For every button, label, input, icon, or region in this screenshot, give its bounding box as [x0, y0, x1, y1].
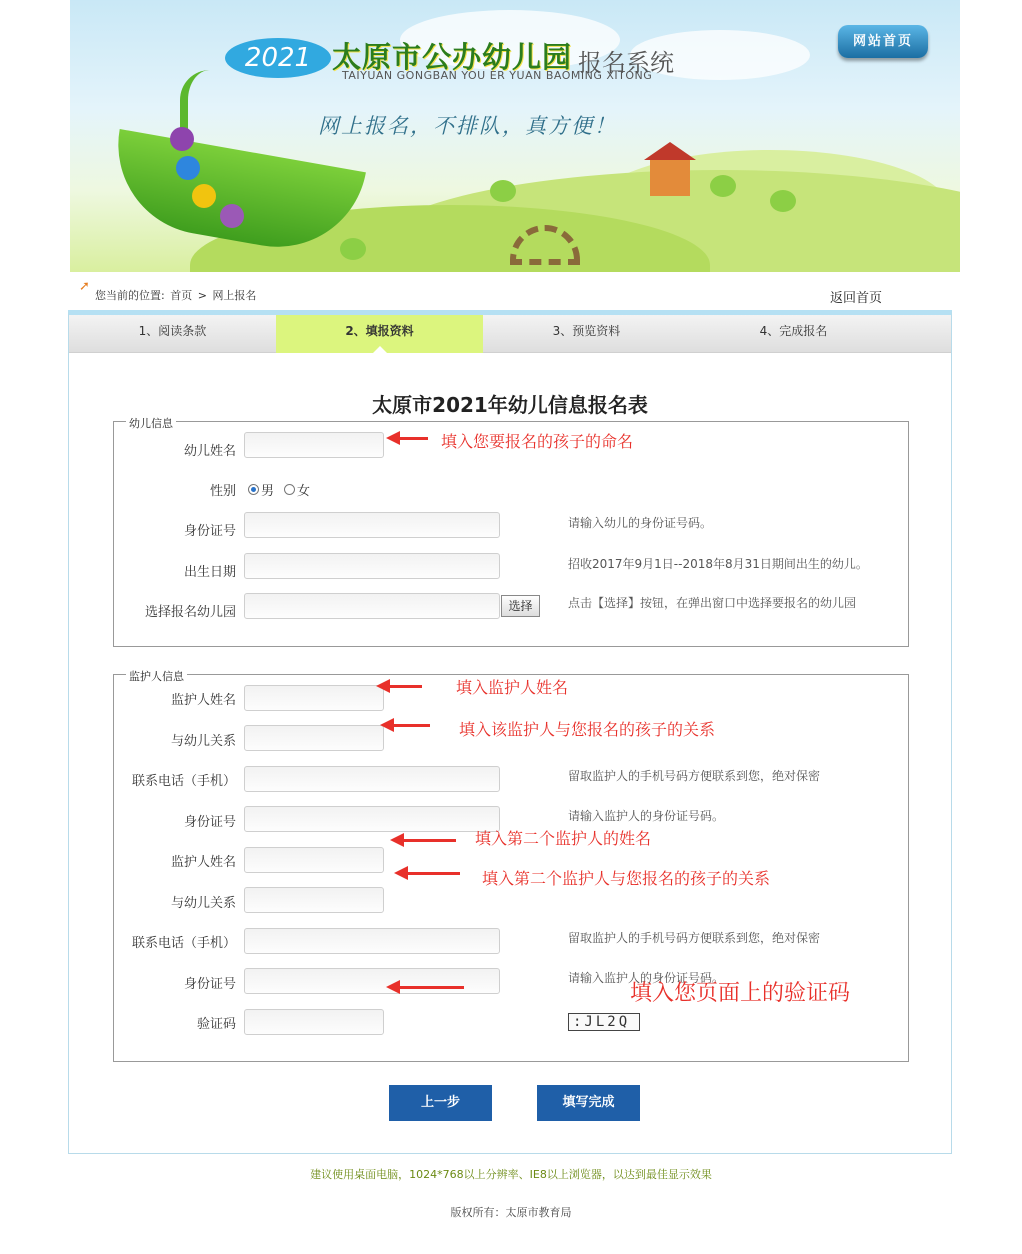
step-complete: 4、完成报名 [759, 324, 828, 338]
bean-decoration [176, 156, 200, 180]
logo-title: 太原市公办幼儿园 [332, 40, 573, 74]
guardian1-id-input[interactable] [244, 806, 500, 832]
child-name-label: 幼儿姓名 [183, 444, 236, 459]
annotation-arrow-icon [402, 839, 456, 842]
guardian1-relation-input[interactable] [244, 725, 384, 751]
guardian1-relation-label: 与幼儿关系 [170, 734, 236, 749]
annotation-arrow-icon [398, 437, 428, 440]
tree-decoration [490, 180, 516, 202]
form-title: 太原市2021年幼儿信息报名表 [372, 393, 648, 417]
guardian2-id-input[interactable] [244, 968, 500, 994]
kindergarten-select-button[interactable]: 选择 [501, 595, 540, 617]
tree-decoration [710, 175, 736, 197]
guardian2-relation-label: 与幼儿关系 [170, 896, 236, 911]
annotation-arrow-icon [398, 986, 464, 989]
slogan: 网上报名，不排队，真方便！ [318, 114, 617, 138]
child-info-legend: 幼儿信息 [126, 415, 176, 431]
breadcrumb-separator: > [197, 289, 207, 302]
guardian-info-legend: 监护人信息 [126, 668, 187, 684]
guardian1-phone-input[interactable] [244, 766, 500, 792]
guardian2-phone-hint: 留取监护人的手机号码方便联系到您，绝对保密 [568, 931, 821, 945]
guardian2-relation-input[interactable] [244, 887, 384, 913]
step-fill-info: 2、填报资料 [276, 315, 483, 353]
guardian2-name-label: 监护人姓名 [170, 855, 236, 870]
guardian2-name-input[interactable] [244, 847, 384, 873]
kindergarten-label: 选择报名幼儿园 [144, 605, 236, 620]
annotation-arrow-icon [388, 685, 422, 688]
child-id-input[interactable] [244, 512, 500, 538]
gender-female-label: 女 [297, 484, 311, 499]
site-home-button[interactable]: 网站首页 [838, 25, 928, 58]
child-id-label: 身份证号 [183, 524, 236, 539]
child-name-input[interactable] [244, 432, 384, 458]
footer-copyright: 版权所有：太原市教育局 [450, 1206, 572, 1219]
breadcrumb-prefix: 您当前的位置: [95, 289, 165, 302]
annotation-guardian2-name: 填入第二个监护人的姓名 [475, 829, 652, 848]
annotation-arrow-icon [406, 872, 460, 875]
gender-female-radio[interactable] [284, 484, 295, 495]
bean-decoration [170, 127, 194, 151]
annotation-child-name: 填入您要报名的孩子的命名 [441, 432, 634, 451]
kindergarten-input[interactable] [244, 593, 500, 619]
bean-decoration [220, 204, 244, 228]
guardian1-name-input[interactable] [244, 685, 384, 711]
step-read-terms: 1、阅读条款 [138, 324, 207, 338]
back-home-link[interactable]: 返回首页 [830, 291, 883, 306]
step-bar [69, 315, 951, 353]
gender-male-radio[interactable] [248, 484, 259, 495]
annotation-guardian1-name: 填入监护人姓名 [456, 678, 569, 697]
gender-label: 性别 [209, 484, 236, 499]
location-arrow-icon: ➚ [79, 279, 90, 294]
birth-date-label: 出生日期 [183, 565, 236, 580]
annotation-guardian1-relation: 填入该监护人与您报名的孩子的关系 [459, 720, 716, 739]
logo-pinyin: TAIYUAN GONGBAN YOU ER YUAN BAOMING XITONG [342, 69, 653, 82]
guardian1-id-hint: 请输入监护人的身份证号码。 [568, 809, 725, 823]
child-id-hint: 请输入幼儿的身份证号码。 [568, 516, 713, 530]
annotation-captcha: 填入您页面上的验证码 [630, 981, 851, 1006]
tree-decoration [340, 238, 366, 260]
previous-step-button[interactable]: 上一步 [389, 1085, 492, 1121]
kindergarten-hint: 点击【选择】按钮，在弹出窗口中选择要报名的幼儿园 [568, 596, 857, 610]
breadcrumb-home-link[interactable]: 首页 [170, 289, 193, 302]
breadcrumb [95, 287, 258, 303]
birth-date-hint: 招收2017年9月1日--2018年8月31日期间出生的幼儿。 [568, 557, 868, 571]
header-banner [70, 0, 960, 272]
footer-recommendation: 建议使用桌面电脑，1024*768以上分辨率、IE8以上浏览器，以达到最佳显示效果 [310, 1168, 712, 1181]
step-preview: 3、预览资料 [552, 324, 621, 338]
logo-year: 2021 [225, 38, 331, 78]
breadcrumb-current: 网上报名 [212, 289, 257, 302]
guardian1-name-label: 监护人姓名 [170, 693, 236, 708]
captcha-input[interactable] [244, 1009, 384, 1035]
tree-decoration [770, 190, 796, 212]
logo-subtitle: 报名系统 [578, 49, 674, 77]
guardian1-id-label: 身份证号 [183, 815, 236, 830]
playground-house-decoration [650, 160, 690, 196]
guardian2-id-label: 身份证号 [183, 977, 236, 992]
guardian2-phone-input[interactable] [244, 928, 500, 954]
annotation-arrow-icon [392, 724, 430, 727]
submit-button[interactable]: 填写完成 [537, 1085, 640, 1121]
captcha-label: 验证码 [196, 1017, 236, 1032]
guardian2-id-hint: 请输入监护人的身份证号码。 [568, 971, 725, 985]
guardian1-phone-hint: 留取监护人的手机号码方便联系到您，绝对保密 [568, 769, 821, 783]
bean-decoration [192, 184, 216, 208]
guardian2-phone-label: 联系电话（手机） [131, 936, 236, 951]
birth-date-input[interactable] [244, 553, 500, 579]
captcha-image[interactable]: :JL2Q [568, 1013, 640, 1031]
guardian1-phone-label: 联系电话（手机） [131, 774, 236, 789]
child-info-section [113, 417, 909, 647]
gender-male-label: 男 [261, 484, 275, 499]
annotation-guardian2-relation: 填入第二个监护人与您报名的孩子的关系 [482, 869, 771, 888]
